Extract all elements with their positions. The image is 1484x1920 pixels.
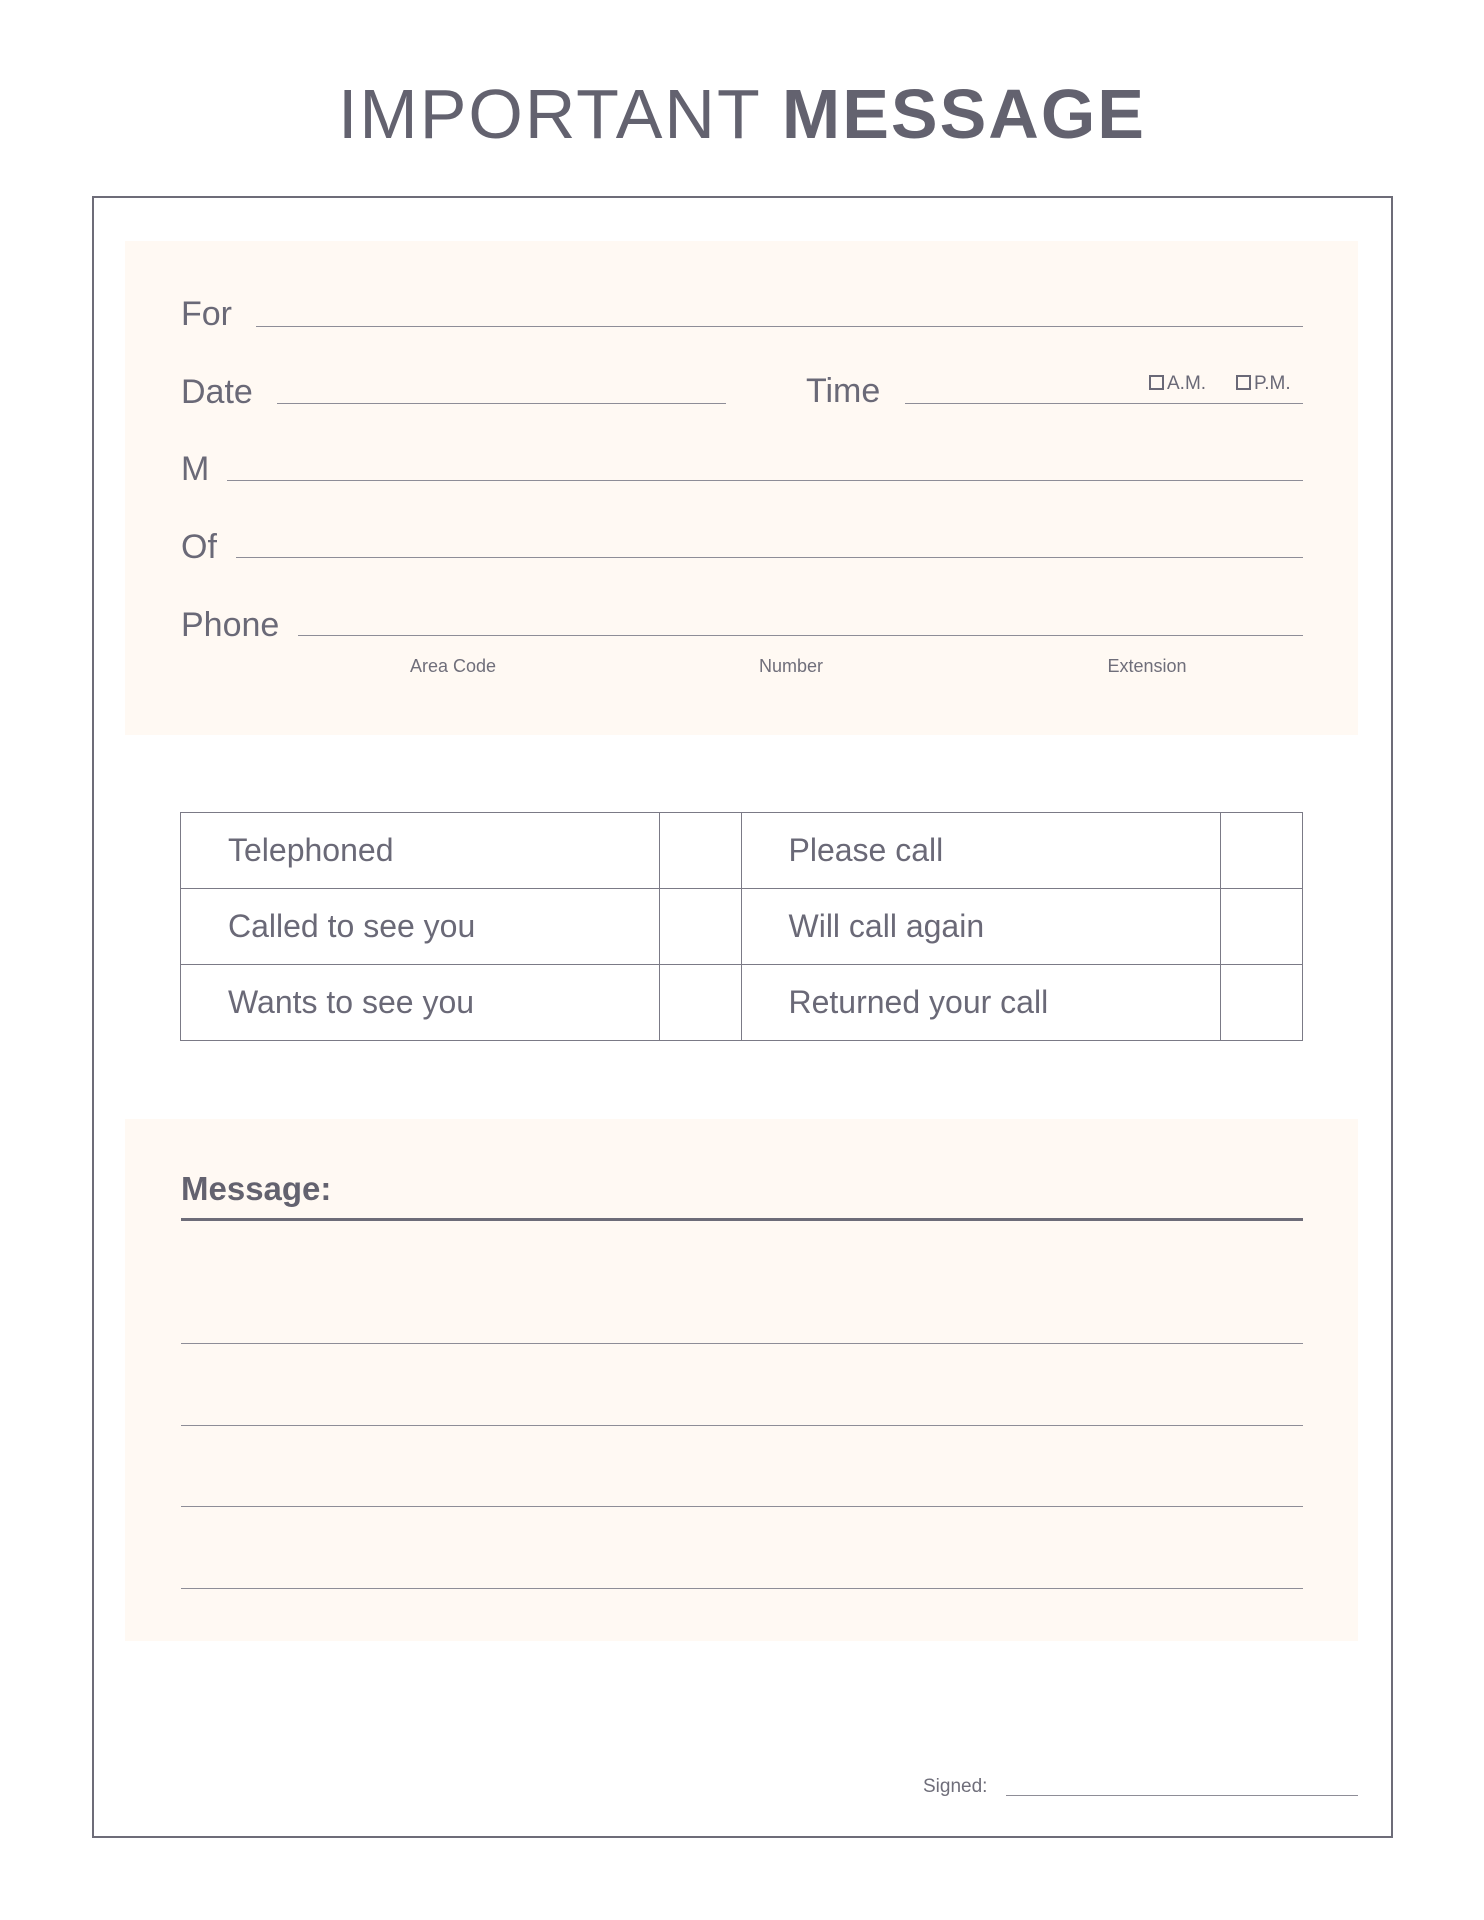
pm-label: P.M. (1254, 373, 1291, 394)
table-row (181, 889, 1303, 965)
for-field[interactable] (256, 326, 1303, 327)
wants-to-see-you-label: Wants to see you (181, 965, 660, 1041)
please-call-label: Please call (741, 813, 1221, 889)
table-row (181, 965, 1303, 1041)
will-call-again-checkbox[interactable] (1221, 889, 1303, 965)
message-heading-rule (181, 1218, 1303, 1221)
phone-label: Phone (181, 606, 280, 644)
date-label: Date (181, 373, 253, 411)
message-line-4[interactable] (181, 1588, 1303, 1589)
of-label: Of (181, 528, 217, 566)
checklist-table (180, 812, 1303, 1041)
am-checkbox[interactable] (1149, 375, 1164, 390)
pm-option[interactable] (1236, 373, 1291, 395)
message-line-1[interactable] (181, 1343, 1303, 1344)
for-label: For (181, 295, 232, 333)
title-bold: MESSAGE (781, 75, 1146, 153)
of-field[interactable] (236, 557, 1303, 558)
signed-field[interactable] (1006, 1795, 1358, 1796)
telephoned-label: Telephoned (181, 813, 660, 889)
called-to-see-you-label: Called to see you (181, 889, 660, 965)
time-field[interactable] (905, 403, 1303, 404)
time-label: Time (806, 372, 881, 410)
returned-your-call-checkbox[interactable] (1221, 965, 1303, 1041)
am-label: A.M. (1167, 373, 1207, 394)
m-label: M (181, 450, 210, 488)
number-label: Number (758, 656, 824, 676)
telephoned-checkbox[interactable] (659, 813, 741, 889)
please-call-checkbox[interactable] (1221, 813, 1303, 889)
extension-label: Extension (1107, 656, 1187, 676)
signed-label: Signed: (923, 1776, 988, 1797)
date-field[interactable] (277, 403, 726, 404)
area-code-label: Area Code (409, 656, 497, 676)
table-row (181, 813, 1303, 889)
am-option[interactable] (1149, 373, 1206, 395)
message-line-3[interactable] (181, 1506, 1303, 1507)
phone-field[interactable] (298, 635, 1303, 636)
title-light: IMPORTANT (337, 75, 761, 153)
message-label: Message: (181, 1170, 332, 1207)
will-call-again-label: Will call again (741, 889, 1221, 965)
m-field[interactable] (227, 480, 1303, 481)
page-title (0, 74, 1484, 154)
wants-to-see-you-checkbox[interactable] (659, 965, 741, 1041)
called-to-see-you-checkbox[interactable] (659, 889, 741, 965)
message-line-2[interactable] (181, 1425, 1303, 1426)
pm-checkbox[interactable] (1236, 375, 1251, 390)
returned-your-call-label: Returned your call (741, 965, 1221, 1041)
